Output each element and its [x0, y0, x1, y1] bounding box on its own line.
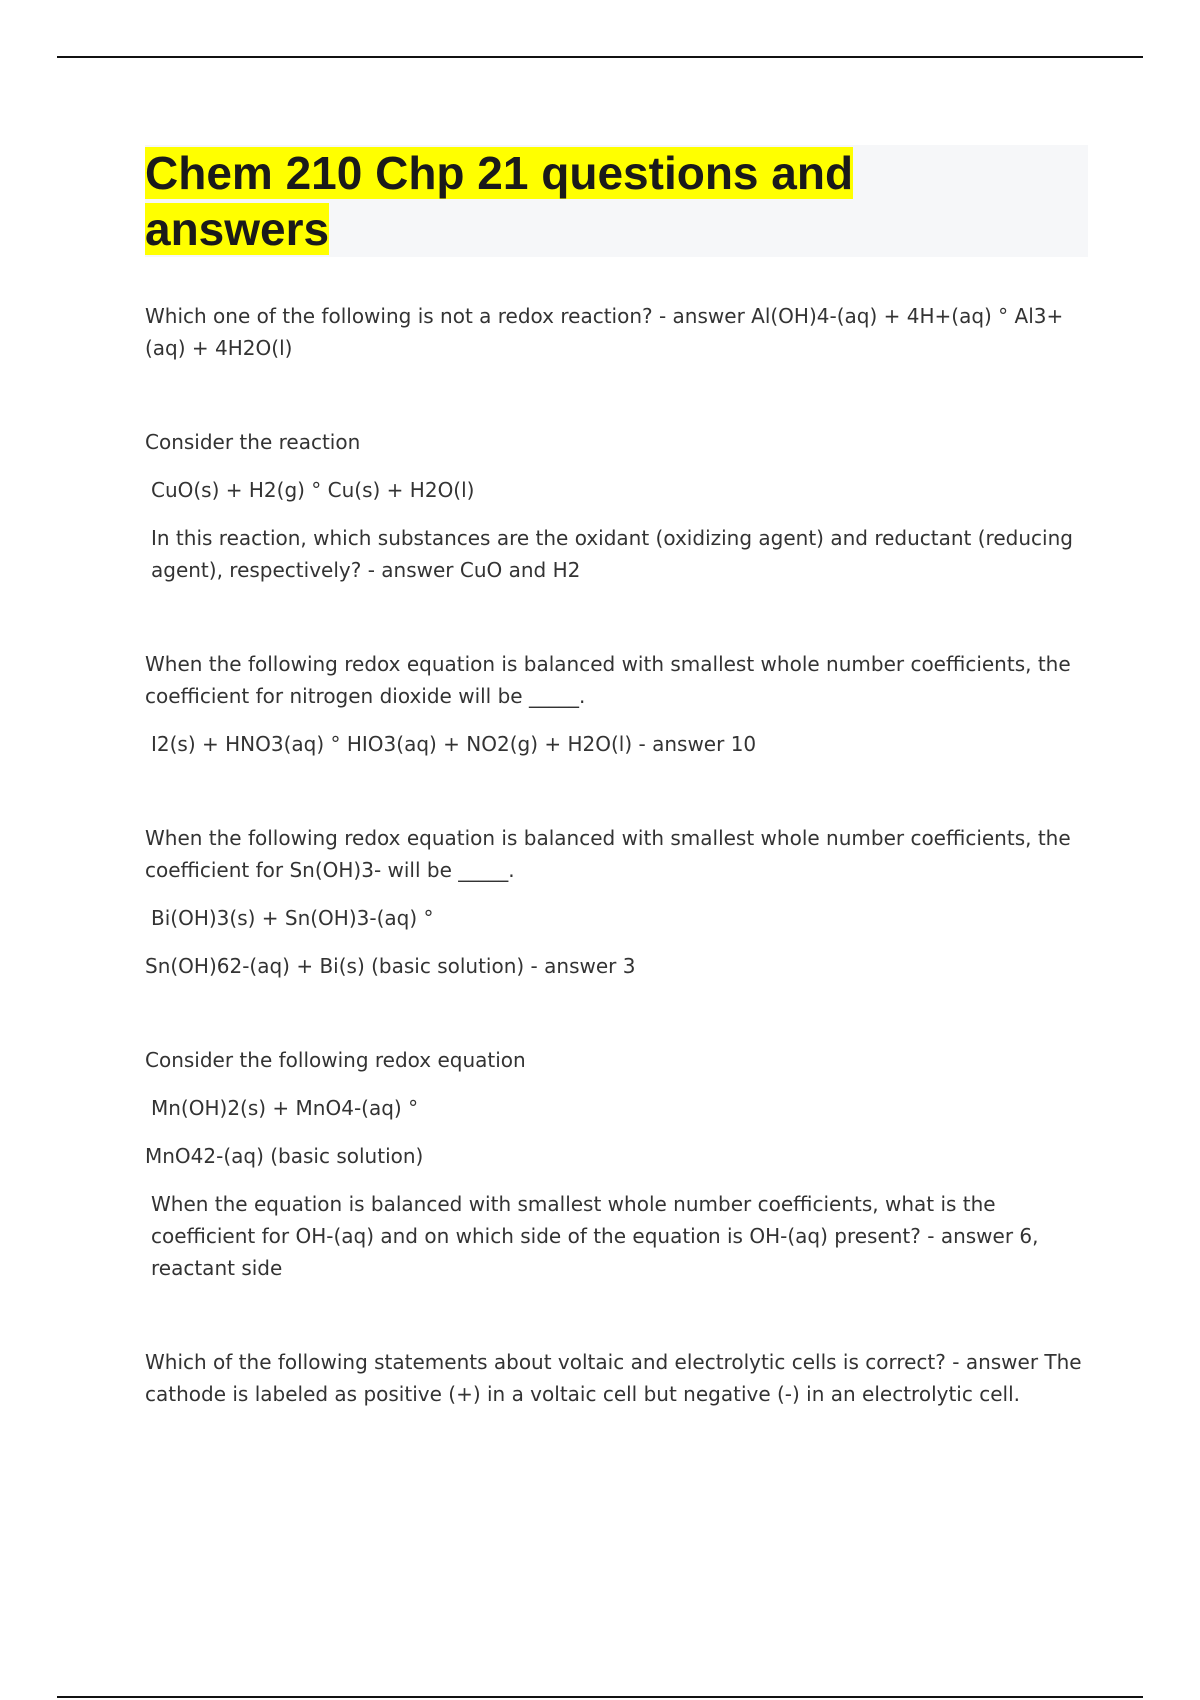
qa-5-line-3: MnO42-(aq) (basic solution) [145, 1144, 424, 1168]
title-line-1: Chem 210 Chp 21 questions and [145, 147, 854, 199]
qa-item-4 [145, 822, 1095, 982]
qa-item-1 [145, 300, 1095, 364]
qa-3-line-2: I2(s) + HNO3(aq) ° HIO3(aq) + NO2(g) + H2O(l) - answer 10 [151, 732, 757, 756]
qa-item-6 [145, 1346, 1095, 1410]
qa-4-line-3: Sn(OH)62-(aq) + Bi(s) (basic solution) - answer 3 [145, 954, 636, 978]
qa-6-text: Which of the following statements about voltaic and electrolytic cells is correct? - answer The cathode is labeled as positive (+) in a voltaic cell but negative (-) in an electrolytic cell. [145, 1350, 1082, 1406]
qa-list [145, 300, 1095, 1472]
qa-2-line-1: Consider the reaction [145, 430, 361, 454]
qa-5-line-1: Consider the following redox equation [145, 1048, 526, 1072]
qa-4-line-1: When the following redox equation is balanced with smallest whole number coefficients, the coefficient for Sn(OH)3- will be _____. [145, 826, 1071, 882]
title-block [145, 145, 1088, 257]
qa-4-line-2: Bi(OH)3(s) + Sn(OH)3-(aq) ° [151, 906, 434, 930]
page-title [145, 145, 1088, 257]
qa-5-line-2: Mn(OH)2(s) + MnO4-(aq) ° [151, 1096, 419, 1120]
title-line-2: answers [145, 203, 330, 255]
bottom-rule [57, 1696, 1143, 1698]
qa-2-line-2: CuO(s) + H2(g) ° Cu(s) + H2O(l) [151, 478, 475, 502]
qa-item-5 [145, 1044, 1095, 1284]
top-rule [57, 56, 1143, 58]
qa-2-line-3: In this reaction, which substances are the oxidant (oxidizing agent) and reductant (reducing agent), respectively? - answer CuO and H2 [151, 526, 1073, 582]
qa-item-3 [145, 648, 1095, 760]
qa-3-line-1: When the following redox equation is balanced with smallest whole number coefficients, the coefficient for nitrogen dioxide will be _____. [145, 652, 1071, 708]
qa-item-2 [145, 426, 1095, 586]
qa-5-line-4: When the equation is balanced with smallest whole number coefficients, what is the coefficient for OH-(aq) and on which side of the equation is OH-(aq) present? - answer 6, reactant side [151, 1192, 1039, 1280]
qa-1-text: Which one of the following is not a redox reaction? - answer Al(OH)4-(aq) + 4H+(aq) ° Al3+(aq) + 4H2O(l) [145, 304, 1064, 360]
